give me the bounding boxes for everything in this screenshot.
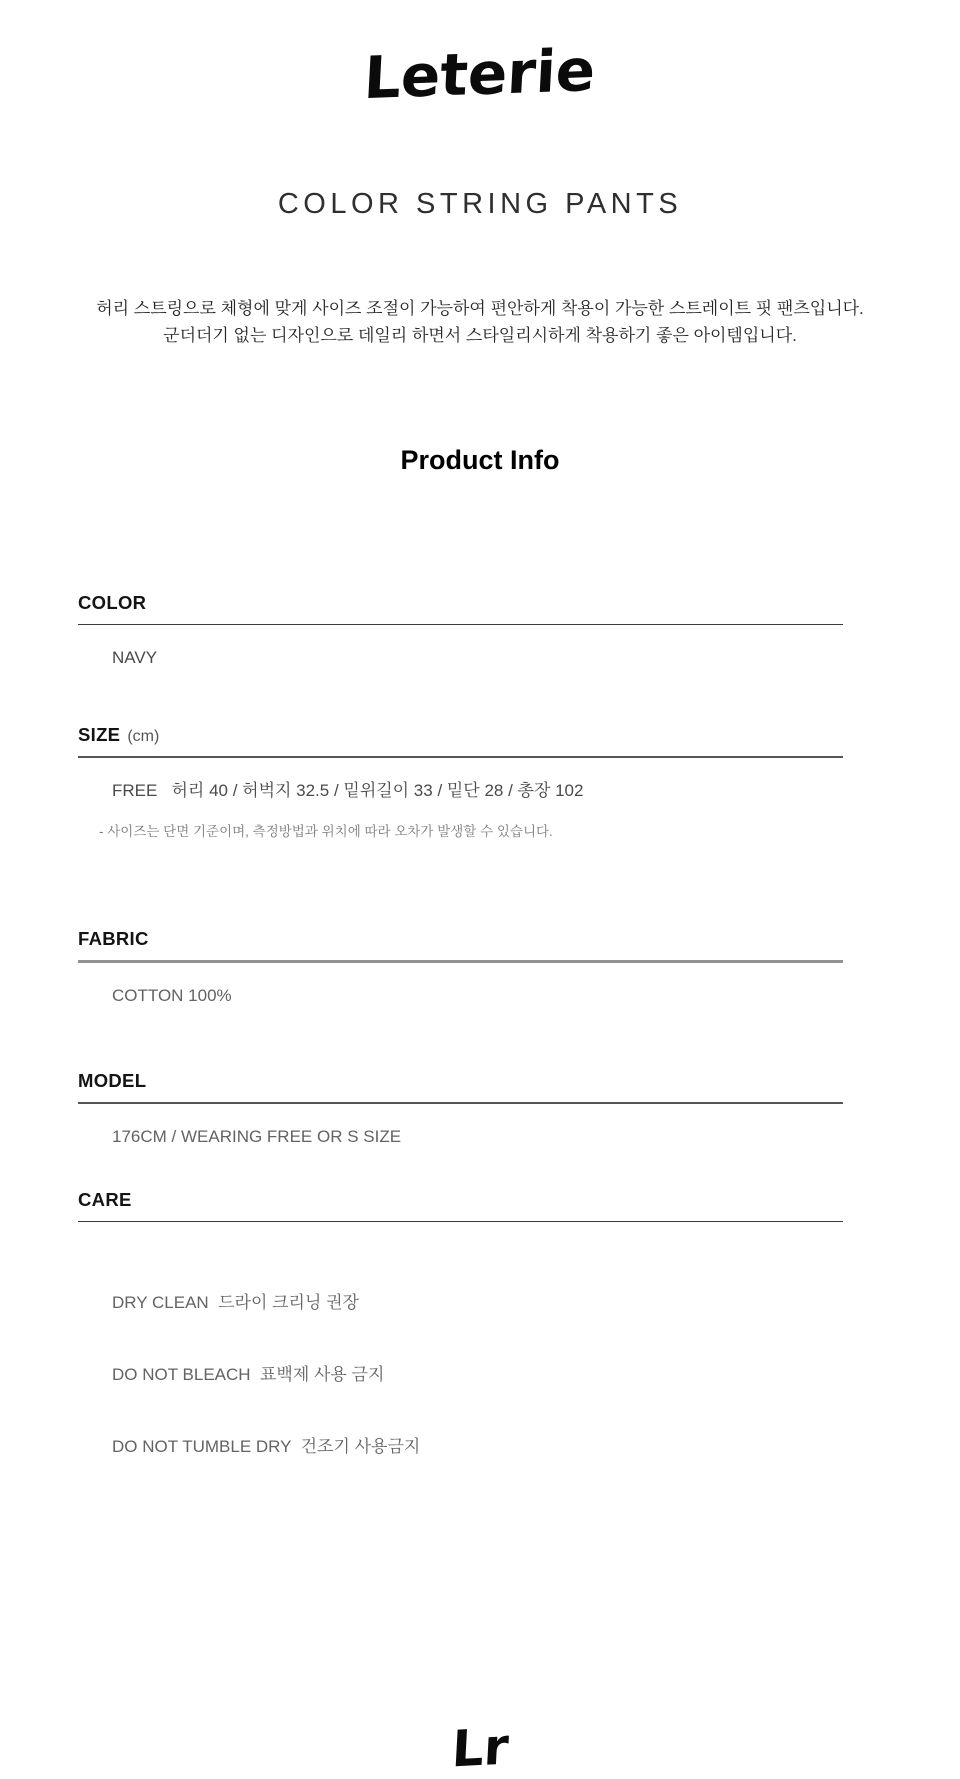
section-size-note: - 사이즈는 단면 기준이며, 측정방법과 위치에 따라 오차가 발생할 수 있습니다. [99, 824, 553, 839]
section-care [78, 1189, 843, 1507]
product-title: COLOR STRING PANTS [277, 188, 683, 220]
section-fabric-label: FABRIC [78, 928, 149, 949]
product-info-heading: Product Info [400, 445, 560, 475]
section-fabric-header [78, 928, 843, 950]
section-care-header [78, 1189, 843, 1211]
section-color [78, 592, 843, 670]
section-model-value: 176CM / WEARING FREE OR S SIZE [112, 1127, 402, 1146]
care-line-do-not-bleach: DO NOT BLEACH 표백제 사용 금지 [112, 1365, 385, 1384]
section-size-unit: (cm) [127, 728, 160, 745]
brand-logo-text: Leterie [362, 35, 598, 113]
care-line-dry-clean: DRY CLEAN 드라이 크리닝 권장 [112, 1293, 359, 1312]
section-color-divider [78, 624, 843, 625]
care-line-do-not-tumble-dry: DO NOT TUMBLE DRY 건조기 사용금지 [112, 1437, 421, 1456]
section-care-label: CARE [78, 1189, 132, 1210]
section-fabric-value: COTTON 100% [112, 986, 232, 1005]
product-description [0, 295, 960, 349]
section-size [78, 724, 843, 840]
section-color-header [78, 592, 843, 614]
section-size-divider [78, 756, 843, 758]
product-description-line-1: 허리 스트링으로 체형에 맞게 사이즈 조절이 가능하여 편안하게 착용이 가능한 스트레이트 핏 팬츠입니다. [96, 299, 864, 318]
section-color-label: COLOR [78, 592, 147, 613]
section-model-divider [78, 1102, 843, 1104]
section-fabric [78, 928, 843, 1008]
section-fabric-divider [78, 960, 843, 963]
section-care-divider [78, 1221, 843, 1222]
section-model-header [78, 1070, 843, 1092]
product-description-line-2: 군더더기 없는 디자인으로 데일리 하면서 스타일리시하게 착용하기 좋은 아이템입니다. [163, 326, 797, 345]
section-size-header [78, 724, 843, 746]
footer-brand-logo [0, 1719, 960, 1777]
product-info-sections [78, 592, 843, 1507]
section-model [78, 1070, 843, 1149]
section-model-label: MODEL [78, 1070, 147, 1091]
section-care-values [78, 1243, 843, 1507]
section-size-label: SIZE [78, 724, 121, 745]
footer-brand-logo-text: Lr [450, 1717, 510, 1779]
section-color-value: NAVY [112, 648, 158, 667]
section-size-value: FREE 허리 40 / 허벅지 32.5 / 밑위길이 33 / 밑단 28 / 총장 102 [112, 781, 584, 800]
brand-logo [0, 0, 960, 113]
